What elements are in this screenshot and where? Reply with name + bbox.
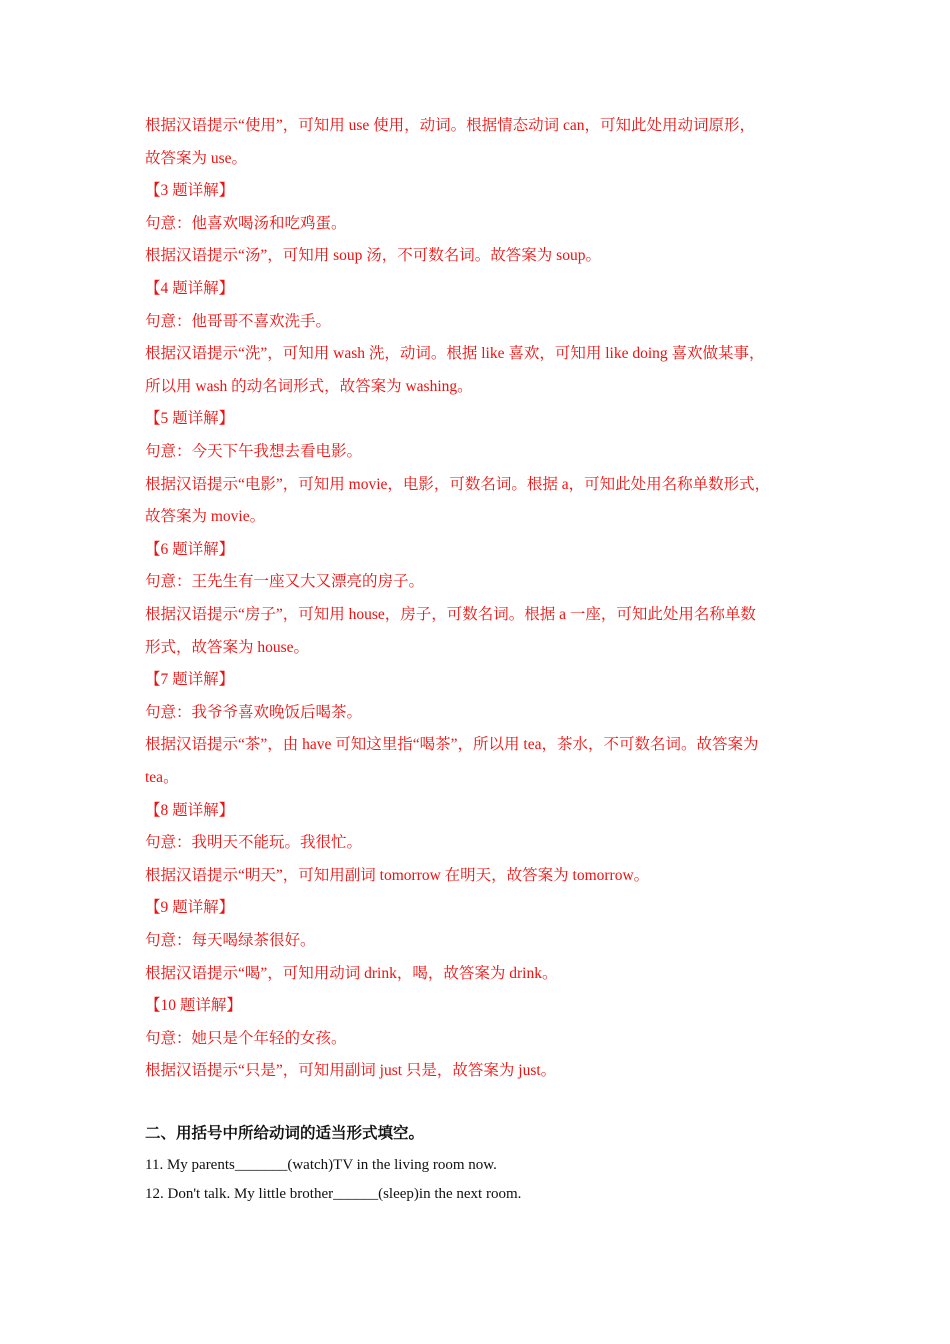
explanation-line: 根据汉语提示“喝”，可知用动词 drink，喝，故答案为 drink。 — [145, 964, 558, 982]
explanation-line: 故答案为 movie。 — [145, 508, 266, 526]
explanation-header: 【3 题详解】 — [145, 182, 235, 200]
explanation-line: 根据汉语提示“洗”，可知用 wash 洗，动词。根据 like 喜欢，可知用 like doing 喜欢做某事， — [145, 345, 765, 363]
explanation-line: 句意：我爷爷喜欢晚饭后喝茶。 — [145, 703, 363, 721]
explanation-line: 句意：他哥哥不喜欢洗手。 — [145, 312, 332, 330]
question-12: 12. Don't talk. My little brother______(sleep)in the next room. — [145, 1186, 522, 1202]
explanation-line: 句意：他喜欢喝汤和吃鸡蛋。 — [145, 214, 347, 232]
explanation-header: 【9 题详解】 — [145, 899, 235, 917]
explanation-header: 【7 题详解】 — [145, 671, 235, 689]
explanation-line: 句意：今天下午我想去看电影。 — [145, 443, 363, 460]
explanation-header: 【4 题详解】 — [145, 280, 235, 297]
explanation-line: 根据汉语提示“汤”，可知用 soup 汤，不可数名词。故答案为 soup。 — [145, 247, 601, 265]
explanation-header: 【10 题详解】 — [145, 997, 242, 1015]
explanation-line: 故答案为 use。 — [145, 149, 248, 167]
explanation-line: 根据汉语提示“电影”，可知用 movie，电影，可数名词。根据 a，可知此处用名称单数形式， — [145, 475, 771, 493]
question-11: 11. My parents_______(watch)TV in the living room now. — [145, 1157, 497, 1173]
explanation-line: 根据汉语提示“房子”，可知用 house，房子，可数名词。根据 a 一座，可知此处用名称单数 — [145, 606, 756, 623]
explanation-line: 根据汉语提示“明天”，可知用副词 tomorrow 在明天，故答案为 tomorrow。 — [145, 866, 650, 884]
explanation-line: 句意：我明天不能玩。我很忙。 — [145, 834, 363, 852]
explanation-line: 句意：王先生有一座又大又漂亮的房子。 — [145, 573, 425, 591]
explanation-line: 根据汉语提示“只是”，可知用副词 just 只是，故答案为 just。 — [145, 1062, 557, 1080]
explanation-line: tea。 — [145, 769, 179, 786]
explanation-line: 根据汉语提示“茶”，由 have 可知这里指“喝茶”，所以用 tea，茶水，不可数名词。故答案为 — [145, 736, 759, 754]
explanation-line: 句意：每天喝绿茶很好。 — [145, 932, 316, 949]
explanation-line: 所以用 wash 的动名词形式，故答案为 washing。 — [145, 377, 473, 395]
explanation-header: 【5 题详解】 — [145, 410, 235, 428]
explanation-header: 【8 题详解】 — [145, 801, 235, 819]
explanation-header: 【6 题详解】 — [145, 540, 235, 558]
explanation-line: 根据汉语提示“使用”，可知用 use 使用，动词。根据情态动词 can，可知此处用动词原形， — [145, 117, 756, 134]
explanation-line: 形式，故答案为 house。 — [145, 638, 310, 656]
section-heading: 二、用括号中所给动词的适当形式填空。 — [145, 1125, 425, 1142]
explanation-line: 句意：她只是个年轻的女孩。 — [145, 1029, 347, 1047]
